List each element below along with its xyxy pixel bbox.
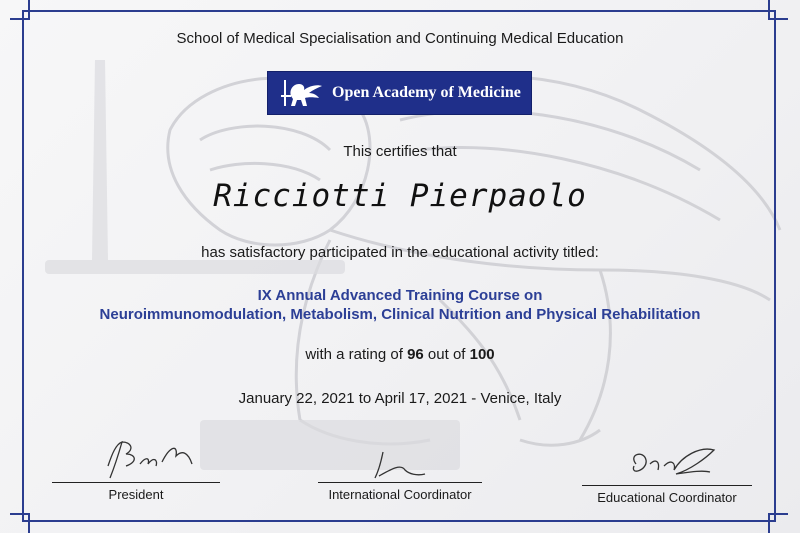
rating-max: 100 bbox=[469, 346, 495, 363]
international-coordinator-signature bbox=[345, 446, 455, 486]
rating-prefix: with a rating of bbox=[305, 346, 403, 363]
course-title-line2: Neuroimmunomodulation, Metabolism, Clinical Nutrition and Physical Rehabilitation bbox=[99, 306, 701, 323]
corner-ornament bbox=[768, 0, 788, 20]
winged-lion-icon bbox=[268, 72, 332, 114]
recipient-name: Ricciotti Pierpaolo bbox=[213, 178, 587, 214]
signature-line bbox=[582, 485, 752, 486]
academy-logo bbox=[267, 71, 532, 115]
president-signature bbox=[70, 436, 210, 482]
participation-text: has satisfactory participated in the educational activity titled: bbox=[201, 244, 599, 261]
international-coordinator-label: International Coordinator bbox=[328, 487, 472, 502]
rating-mid: out of bbox=[427, 346, 466, 363]
president-signature-block bbox=[52, 482, 220, 502]
president-label: President bbox=[108, 487, 164, 502]
certifies-text: This certifies that bbox=[343, 143, 457, 160]
course-dates: January 22, 2021 to April 17, 2021 - Venice, Italy bbox=[238, 390, 562, 407]
school-title: School of Medical Specialisation and Continuing Medical Education bbox=[176, 30, 624, 47]
corner-ornament bbox=[10, 0, 30, 20]
corner-ornament bbox=[768, 513, 788, 533]
corner-ornament bbox=[10, 513, 30, 533]
academy-name: Open Academy of Medicine bbox=[332, 84, 521, 101]
rating-line bbox=[0, 346, 800, 363]
educational-coordinator-signature-block bbox=[582, 485, 752, 505]
educational-coordinator-signature bbox=[610, 440, 740, 490]
signature-line bbox=[318, 482, 482, 483]
rating-value: 96 bbox=[407, 346, 424, 363]
signature-line bbox=[52, 482, 220, 483]
course-title-line1: IX Annual Advanced Training Course on bbox=[257, 287, 543, 304]
educational-coordinator-label: Educational Coordinator bbox=[597, 490, 737, 505]
international-coordinator-signature-block bbox=[318, 482, 482, 502]
